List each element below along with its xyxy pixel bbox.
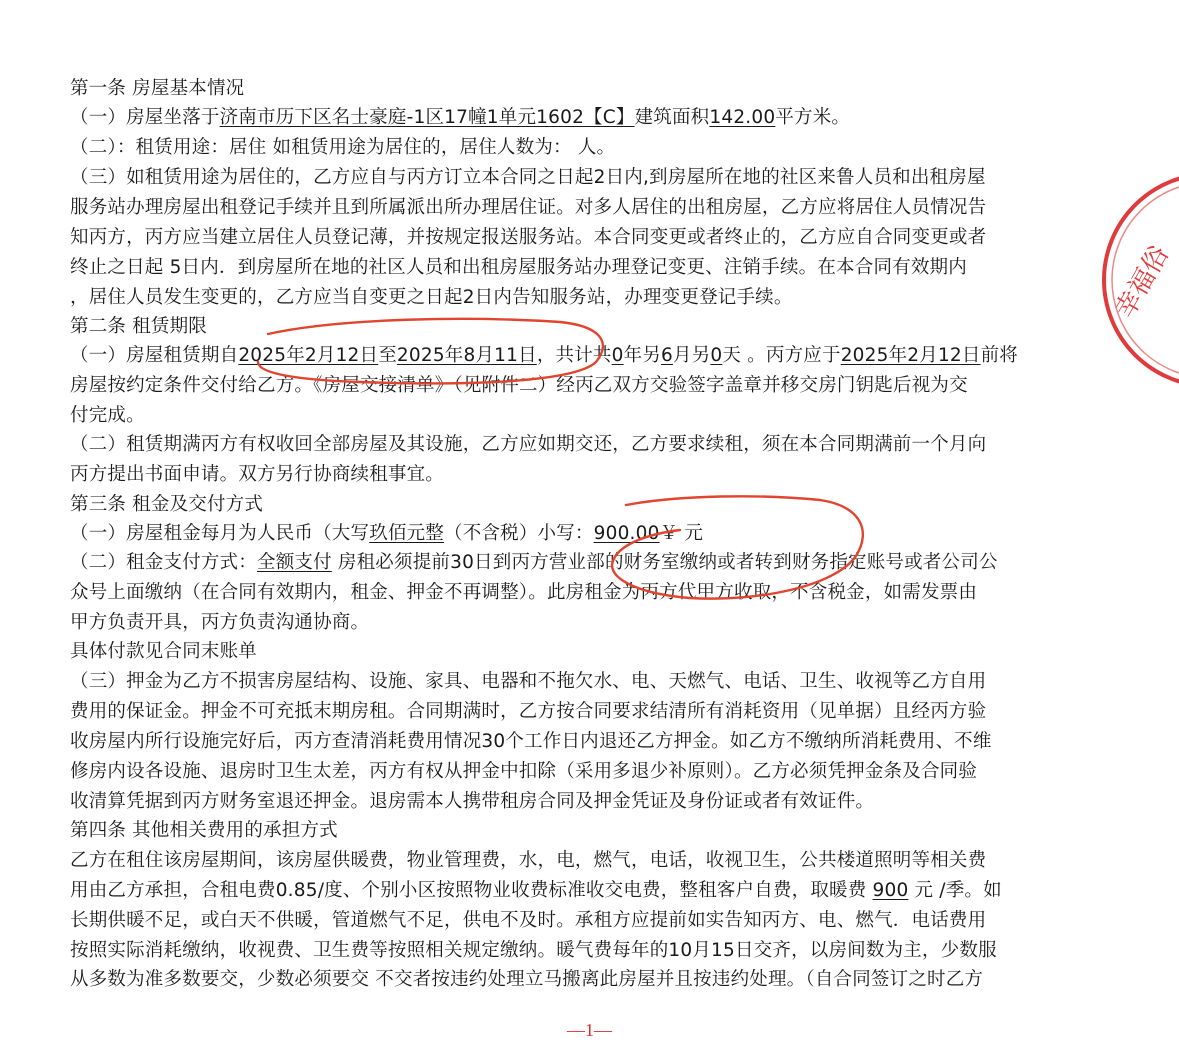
- article1-title: 第一条 房屋基本情况: [70, 78, 245, 99]
- payment-note: 具体付款见合同末账单: [70, 641, 258, 662]
- seal-text: 幸福俗: [1110, 240, 1176, 324]
- article1-item3-line5: ，居住人员发生变更的，乙方应当自变更之日起2日内告知服务站，办理变更登记手续。: [70, 287, 793, 308]
- article2-title: 第二条 租赁期限: [70, 316, 207, 337]
- article4-line3: 长期供暖不足，或白天不供暖，管道燃气不足，供电不及时。承租方应提前如实告知丙方、电、燃气．电话费用: [70, 910, 987, 931]
- article3-item2-line1: [70, 551, 998, 575]
- article3-item3-line3: 收房屋内所行设施完好后，丙方查清消耗费用情况30个工作日内退还乙方押金。如乙方不缴纳所消耗费用、不维: [70, 731, 992, 752]
- text: （一）房屋租赁期自: [70, 345, 239, 366]
- article4-line2: [70, 879, 1002, 903]
- text: 至: [378, 345, 397, 366]
- article4-title: 第四条 其他相关费用的承担方式: [70, 820, 338, 841]
- article3-item1: [70, 522, 703, 546]
- article3-item3-line2: 费用的保证金。押金不可充抵末期房租。合同期满时，乙方按合同要求结清所有消耗资用（见单据）且经丙方验: [70, 701, 987, 722]
- text: 年另: [623, 345, 662, 366]
- article2-item2-line1: （二）租赁期满丙方有权收回全部房屋及其设施，乙方应如期交还，乙方要求续租，须在本合同期满前一个月向: [70, 434, 987, 455]
- article4-line4: 按照实际消耗缴纳，收视费、卫生费等按照相关规定缴纳。暖气费每年的10月15日交齐，以房间数为主，少数服: [70, 940, 997, 961]
- article1-item1: [70, 106, 850, 130]
- lease-start-date: 2025年2月12日: [238, 345, 379, 366]
- article3-item3-line1: （三）押金为乙方不损害房屋结构、设施、家具、电器和不拖欠水、电、天燃气、电话、卫生、收视等乙方自用: [70, 671, 987, 692]
- article1-item3-line2: 服务站办理房屋出租登记手续并且到所属派出所办理居住证。对多人居住的出租房屋，乙方应将居住人员情况告: [70, 197, 987, 218]
- text: （不含税）小写：: [444, 523, 594, 544]
- lease-days: 0: [710, 345, 723, 366]
- page-number: —1—: [567, 1020, 612, 1040]
- text: 房租必须提前30日到丙方营业部的财务室缴纳或者转到财务指定账号或者公司公: [331, 552, 998, 573]
- text: 天 。丙方应于: [722, 345, 841, 366]
- rent-amount: 900.00: [593, 523, 660, 544]
- article4-line5: 从多数为准多数要交，少数必须要交 不交者按违约处理立马搬离此房屋并且按违约处理。（自合同签订之时乙方: [70, 969, 984, 990]
- article3-item2-line2: 众号上面缴纳（在合同有效期内，租金、押金不再调整）。此房租金为丙方代甲方收取，不含税金，如需发票由: [70, 582, 978, 603]
- text: ，共计共: [536, 345, 612, 366]
- article3-item3-line5: 收清算凭据到丙方财务室退还押金。退房需本人携带租房合同及押金凭证及身份证或者有效证件。: [70, 791, 875, 812]
- text: 建筑面积: [634, 107, 710, 128]
- text: 前将: [980, 345, 1018, 366]
- article4-line1: 乙方在租住该房屋期间，该房屋供暖费，物业管理费，水，电，燃气，电话，收视卫生，公共楼道照明等相关费: [70, 850, 987, 871]
- article1-item3-line4: 终止之日起 5日内．到房屋所在地的社区人员和出租房屋服务站办理登记变更、注销手续。在本合同有效期内: [70, 257, 967, 278]
- article1-item3-line1: （三）如租赁用途为居住的，乙方应自与丙方订立本合同之日起2日内,到房屋所在地的社区来鲁人员和出租房屋: [70, 167, 986, 188]
- property-area: 142.00: [709, 107, 776, 128]
- delivery-date: 2025年2月12日: [840, 345, 981, 366]
- text: 平方米。: [775, 107, 851, 128]
- article1-item2: （二）：租赁用途：居住 如租赁用途为居住的，居住人数为： 人。: [70, 137, 616, 158]
- payment-method: 全额支付: [257, 552, 332, 573]
- text: （二）租金支付方式：: [70, 552, 258, 573]
- text: 用由乙方承担，合租电费0.85/度、个别小区按照物业收费标准收交电费，整租客户自费，取暖费: [70, 880, 873, 901]
- article2-item1-line1: [70, 344, 1018, 368]
- heating-fee: 900: [872, 880, 909, 901]
- article2-item1-line2: 房屋按约定条件交付给乙方。《房屋交接清单》（见附件二）经丙乙双方交验签字盖章并移交房门钥匙后视为交: [70, 375, 968, 396]
- property-address: 济南市历下区名士豪庭-1区17幢1单元1602【C】: [219, 107, 635, 128]
- text: ￥ 元: [659, 523, 704, 544]
- article1-item3-line3: 知丙方，丙方应当建立居住人员登记薄，并按规定报送服务站。本合同变更或者终止的，乙方应自合同变更或者: [70, 227, 987, 248]
- lease-years: 0: [611, 345, 624, 366]
- company-seal: [1090, 170, 1179, 390]
- text: 元 /季。如: [908, 880, 1002, 901]
- text: （一）房屋租金每月为人民币（大写: [70, 523, 370, 544]
- article3-item3-line4: 修房内设各设施、退房时卫生太差，丙方有权从押金中扣除（采用多退少补原则）。乙方必须凭押金条及合同验: [70, 761, 978, 782]
- article2-item1-line3: 付完成。: [70, 405, 145, 426]
- article3-item2-line3: 甲方负责开具，丙方负责沟通协商。: [70, 612, 370, 633]
- lease-end-date: 2025年8月11日: [396, 345, 537, 366]
- rent-amount-upper: 玖佰元整: [369, 523, 445, 544]
- lease-months: 6: [661, 345, 674, 366]
- text: （一）房屋坐落于: [70, 107, 220, 128]
- article2-item2-line2: 丙方提出书面申请。双方另行协商续租事宜。: [70, 464, 445, 485]
- text: 月另: [673, 345, 711, 366]
- article3-title: 第三条 租金及交付方式: [70, 494, 264, 515]
